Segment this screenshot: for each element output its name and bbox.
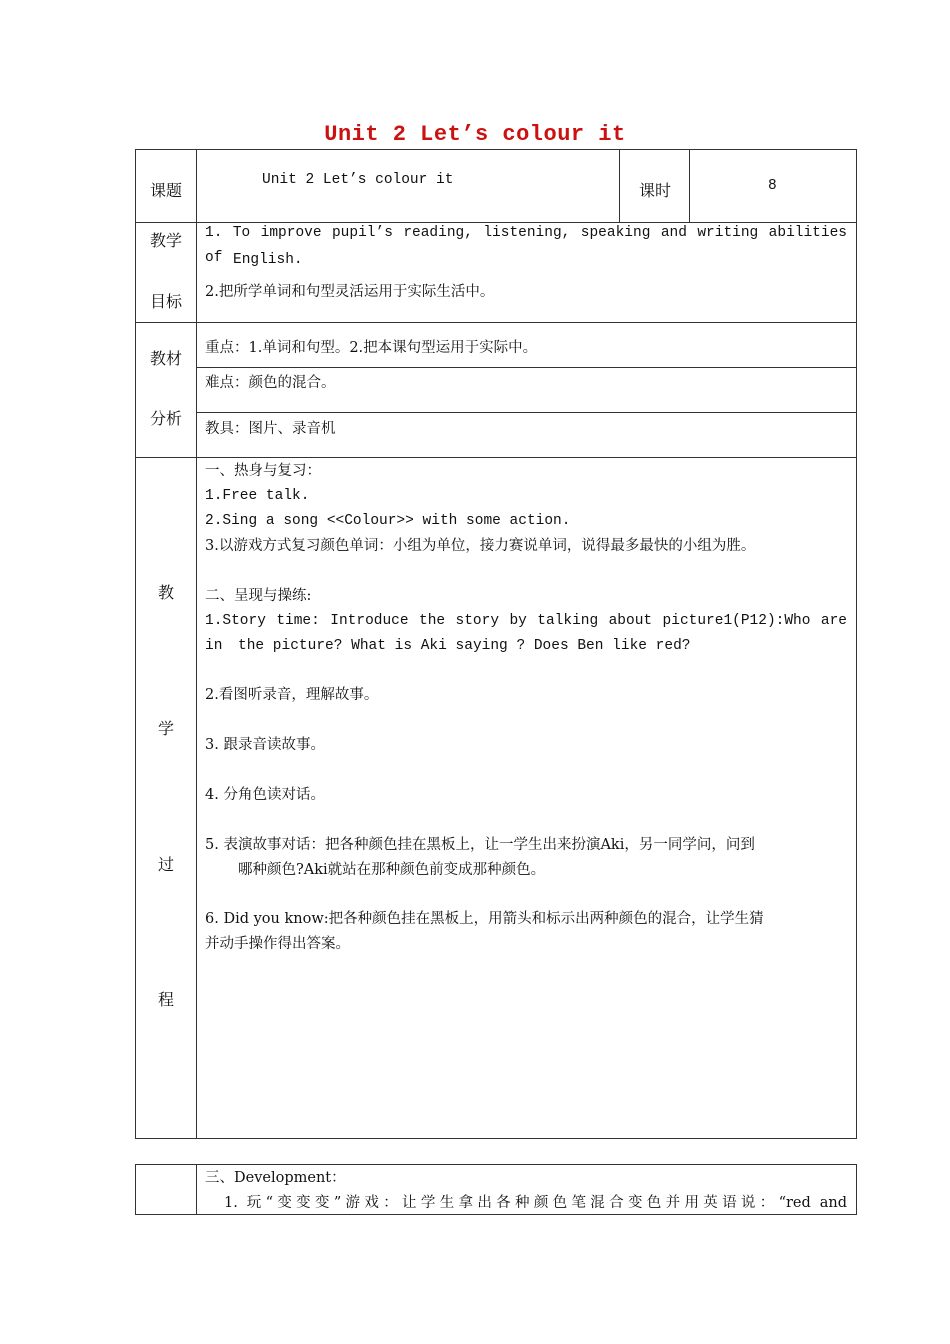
objective-item-2: 2.把所学单词和句型灵活运用于实际生活中。 [205, 284, 495, 300]
teaching-aids: 教具：图片、录音机 [205, 421, 336, 437]
process-label-char-4: 程 [158, 990, 175, 1009]
section-2-item-6-cont: 并动手操作得出答案。 [205, 936, 350, 952]
period-label: 课时 [639, 181, 672, 200]
section-2-item-2: 2.看图听录音，理解故事。 [205, 687, 379, 703]
difficulty: 难点：颜色的混合。 [205, 375, 336, 391]
section-1-item-3: 3.以游戏方式复习颜色单词：小组为单位，接力赛说单词，说得最多最快的小组为胜。 [205, 538, 756, 554]
objective-item-1-cont: English. [233, 252, 303, 268]
section-1-item-1: 1.Free talk. [205, 488, 310, 504]
section-2-item-4: 4. 分角色读对话。 [205, 787, 325, 803]
process-label-char-3: 过 [158, 855, 175, 874]
development-heading: 三、Development： [205, 1170, 346, 1186]
document-title: Unit 2 Let’s colour it [324, 122, 626, 147]
section-2-item-5-cont: 哪种颜色?Aki就站在那种颜色前变成那种颜色。 [238, 862, 546, 878]
analysis-label-line2: 分析 [150, 409, 183, 428]
section-2-item-1: 1.Story time: Introduce the story by talking about picture1(P12):Who are in [205, 613, 847, 654]
objectives-label-line2: 目标 [150, 292, 183, 311]
section-2-heading: 二、呈现与操练: [205, 588, 312, 604]
topic-value: Unit 2 Let’s colour it [262, 172, 454, 188]
section-1-heading: 一、热身与复习： [205, 463, 321, 479]
key-points: 重点：1.单词和句型。2.把本课句型运用于实际中。 [205, 340, 538, 356]
objective-item-1: 1. To improve pupil’s reading, listening, speaking and writing abilities of [205, 225, 847, 266]
analysis-label-line1: 教材 [150, 349, 183, 368]
section-2-item-5: 5. 表演故事对话：把各种颜色挂在黑板上，让一学生出来扮演Aki，另一同学问，问到 [205, 837, 755, 853]
period-value: 8 [768, 178, 777, 194]
section-1-item-2: 2.Sing a song <<Colour>> with some action. [205, 513, 571, 529]
development-item-1: 1. 玩“变变变”游戏：让学生拿出各种颜色笔混合变色并用英语说：“red and [224, 1195, 847, 1211]
section-2-item-6: 6. Did you know:把各种颜色挂在黑板上，用箭头和标示出两种颜色的混合，让学生猜 [205, 911, 764, 927]
objectives-label-line1: 教学 [150, 231, 183, 250]
section-2-item-1-cont: the picture? What is Aki saying ? Does Ben like red? [238, 638, 691, 654]
process-label-char-2: 学 [158, 719, 175, 738]
process-label-char-1: 教 [158, 583, 175, 602]
topic-label: 课题 [150, 181, 183, 200]
section-2-item-3: 3. 跟录音读故事。 [205, 737, 325, 753]
